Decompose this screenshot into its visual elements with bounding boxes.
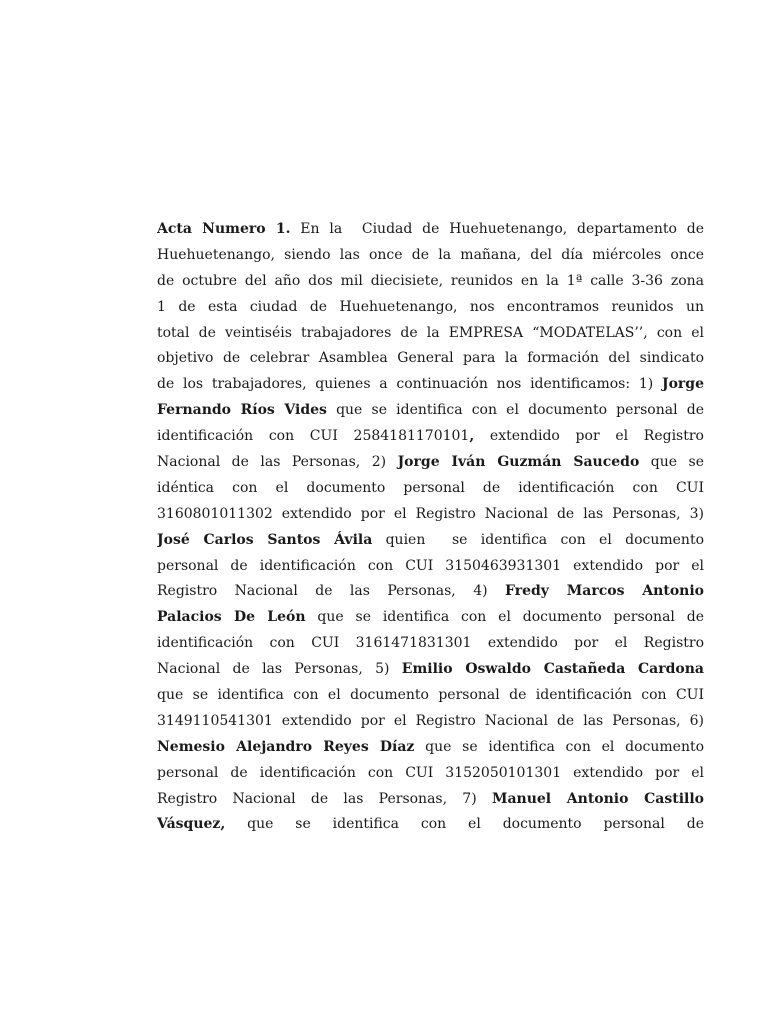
text-line — [157, 243, 704, 269]
text-segment: personal de identificación con CUI 3150463931301 extendido por el — [157, 557, 704, 574]
text-line — [157, 450, 704, 476]
text-line — [157, 372, 704, 398]
text-line — [157, 605, 704, 631]
bold-text-segment: José Carlos Santos Ávila — [157, 531, 373, 548]
text-segment: total de veintiséis trabajadores de la EMPRESA “MODATELAS’’, con el — [157, 324, 704, 341]
text-line — [157, 735, 704, 761]
text-line — [157, 683, 704, 709]
text-segment: quien se identifica con el documento — [372, 531, 704, 548]
bold-text-segment: Manuel Antonio Castillo — [491, 790, 704, 807]
text-line — [157, 424, 704, 450]
text-line — [157, 346, 704, 372]
text-segment: que se identifica con el documento personal de — [305, 609, 704, 626]
bold-text-segment: Acta Numero 1. — [157, 221, 291, 237]
text-segment: Registro Nacional de las Personas, 4) — [157, 583, 505, 600]
text-segment: Registro Nacional de las Personas, 7) — [157, 790, 492, 807]
text-segment: de octubre del año dos mil diecisiete, reunidos en la 1ª calle 3-36 zona — [157, 272, 704, 289]
bold-text-segment: , — [469, 428, 475, 445]
text-segment: que se identifica con el documento personal de — [225, 816, 704, 833]
bold-text-segment: Fernando Ríos Vides — [157, 402, 327, 419]
text-segment: identificación con CUI 2584181170101 — [157, 428, 470, 445]
text-segment: que se identifica con el documento personal de identificación con CUI — [157, 687, 704, 704]
bold-text-segment: Emilio Oswaldo Castañeda Cardona — [401, 661, 704, 678]
text-segment: Nacional de las Personas, 2) — [157, 454, 398, 471]
text-line — [157, 631, 704, 657]
text-segment: que se — [639, 454, 704, 471]
text-line — [157, 269, 704, 295]
text-line — [157, 295, 704, 321]
bold-text-segment: Palacios De León — [157, 609, 306, 626]
bold-text-segment: Jorge Iván Guzmán Saucedo — [397, 454, 640, 471]
text-segment: que se identifica con el documento — [414, 738, 704, 755]
text-segment: Huehuetenango, siendo las once de la mañana, del día miércoles once — [157, 246, 704, 263]
text-line — [157, 579, 704, 605]
text-segment: 3160801011302 extendido por el Registro Nacional de las Personas, 3) — [157, 505, 704, 522]
document-body — [157, 217, 704, 838]
text-line — [157, 528, 704, 554]
text-segment: idéntica con el documento personal de identificación con CUI — [157, 479, 704, 496]
bold-text-segment: Jorge — [661, 376, 704, 393]
bold-text-segment: Vásquez, — [157, 816, 226, 833]
text-segment: 3149110541301 extendido por el Registro Nacional de las Personas, 6) — [157, 712, 704, 729]
text-line — [157, 502, 704, 528]
text-segment: En la Ciudad de Huehuetenango, departamento de — [290, 221, 704, 237]
bold-text-segment: Nemesio Alejandro Reyes Díaz — [157, 738, 415, 755]
text-line — [157, 657, 704, 683]
text-segment: Nacional de las Personas, 5) — [157, 661, 402, 678]
text-segment: de los trabajadores, quienes a continuación nos identificamos: 1) — [157, 376, 662, 393]
bold-text-segment: Fredy Marcos Antonio — [505, 583, 704, 600]
text-segment: objetivo de celebrar Asamblea General para la formación del sindicato — [157, 350, 704, 367]
text-line — [157, 476, 704, 502]
text-line — [157, 554, 704, 580]
text-line — [157, 709, 704, 735]
text-segment: personal de identificación con CUI 3152050101301 extendido por el — [157, 764, 704, 781]
text-line — [157, 787, 704, 813]
text-line — [157, 217, 704, 243]
text-line — [157, 761, 704, 787]
text-line — [157, 321, 704, 347]
text-segment: 1 de esta ciudad de Huehuetenango, nos encontramos reunidos un — [157, 298, 704, 315]
text-line — [157, 812, 704, 838]
text-segment: identificación con CUI 3161471831301 extendido por el Registro — [157, 635, 704, 652]
text-segment: que se identifica con el documento personal de — [326, 402, 704, 419]
text-segment: extendido por el Registro — [474, 428, 704, 445]
text-line — [157, 398, 704, 424]
